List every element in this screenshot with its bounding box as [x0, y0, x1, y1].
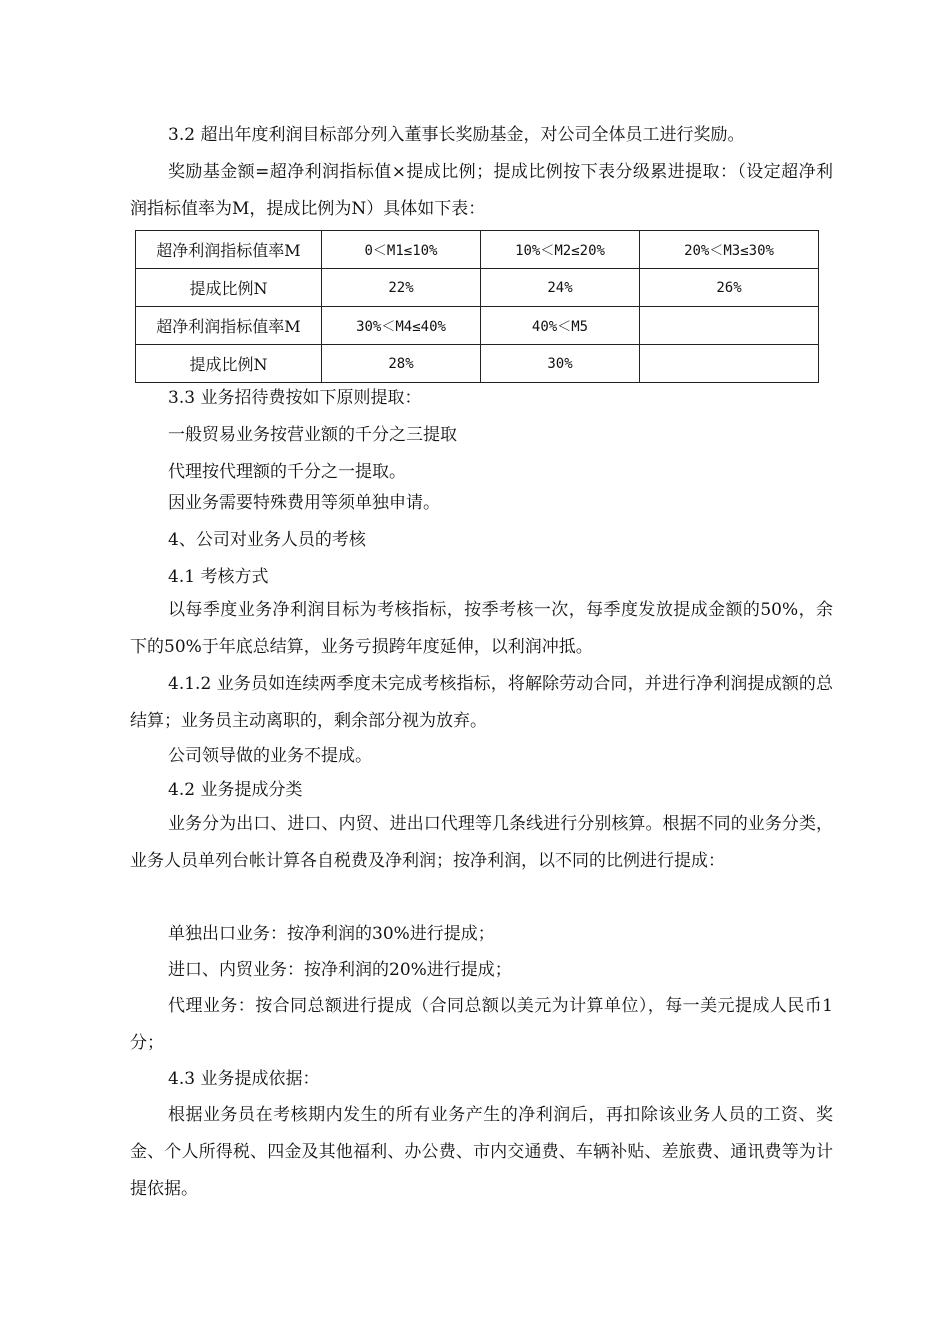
paragraph-3-2: 3.2 超出年度利润目标部分列入董事长奖励基金，对公司全体员工进行奖励。 [168, 125, 745, 145]
paragraph-3-3: 3.3 业务招待费按如下原则提取： [168, 388, 422, 408]
table-cell [640, 345, 819, 383]
table-cell: 26% [640, 269, 819, 307]
paragraph-agent-business: 代理业务：按合同总额进行提成（合同总额以美元为计算单位），每一美元提成人民币1分； [130, 996, 833, 1053]
table-cell: 超净利润指标值率M [136, 307, 322, 345]
table-cell: 24% [481, 269, 640, 307]
paragraph-import: 进口、内贸业务：按净利润的20%进行提成； [168, 960, 512, 980]
heading-4-1: 4.1 考核方式 [168, 567, 269, 587]
table-row [136, 231, 819, 269]
heading-section-4: 4、公司对业务人员的考核 [168, 530, 366, 550]
table-cell: 20%＜M3≤30% [640, 231, 819, 269]
paragraph-business-lines: 业务分为出口、进口、内贸、进出口代理等几条线进行分别核算。根据不同的业务分类，业务人员单列台帐计算各自税费及净利润；按净利润，以不同的比例进行提成： [130, 814, 833, 871]
table-cell: 30%＜M4≤40% [322, 307, 481, 345]
table-cell: 提成比例N [136, 345, 322, 383]
table-cell: 40%＜M5 [481, 307, 640, 345]
heading-4-3: 4.3 业务提成依据： [168, 1069, 320, 1089]
table-cell: 0＜M1≤10% [322, 231, 481, 269]
paragraph-basis: 根据业务员在考核期内发生的所有业务产生的净利润后，再扣除该业务人员的工资、奖金、个人所得税、四金及其他福利、办公费、市内交通费、车辆补贴、差旅费、通讯费等为计提依据。 [130, 1105, 833, 1199]
paragraph-general-trade: 一般贸易业务按营业额的千分之三提取 [168, 425, 457, 445]
paragraph-export: 单独出口业务：按净利润的30%进行提成； [168, 924, 495, 944]
paragraph-formula: 奖励基金额=超净利润指标值×提成比例；提成比例按下表分级累进提取：（设定超净利润指标值率为M，提成比例为N）具体如下表： [130, 162, 833, 219]
table-cell [640, 307, 819, 345]
paragraph-special-expense: 因业务需要特殊费用等须单独申请。 [168, 493, 440, 513]
paragraph-4-1-2: 4.1.2 业务员如连续两季度未完成考核指标，将解除劳动合同，并进行净利润提成额的总结算；业务员主动离职的，剩余部分视为放弃。 [130, 674, 833, 731]
paragraph-quarterly-assessment: 以每季度业务净利润目标为考核指标，按季考核一次，每季度发放提成金额的50%，余下的50%于年底总结算，业务亏损跨年度延伸，以利润冲抵。 [130, 600, 833, 657]
table-cell: 10%＜M2≤20% [481, 231, 640, 269]
table-row [136, 345, 819, 383]
paragraph-agency: 代理按代理额的千分之一提取。 [168, 462, 406, 482]
paragraph-leader-business: 公司领导做的业务不提成。 [168, 746, 372, 766]
table-cell: 30% [481, 345, 640, 383]
table-cell: 28% [322, 345, 481, 383]
table-row [136, 269, 819, 307]
table-cell: 提成比例N [136, 269, 322, 307]
heading-4-2: 4.2 业务提成分类 [168, 780, 303, 800]
table-cell: 22% [322, 269, 481, 307]
table-row [136, 307, 819, 345]
table-cell: 超净利润指标值率M [136, 231, 322, 269]
commission-ratio-table [135, 230, 819, 383]
